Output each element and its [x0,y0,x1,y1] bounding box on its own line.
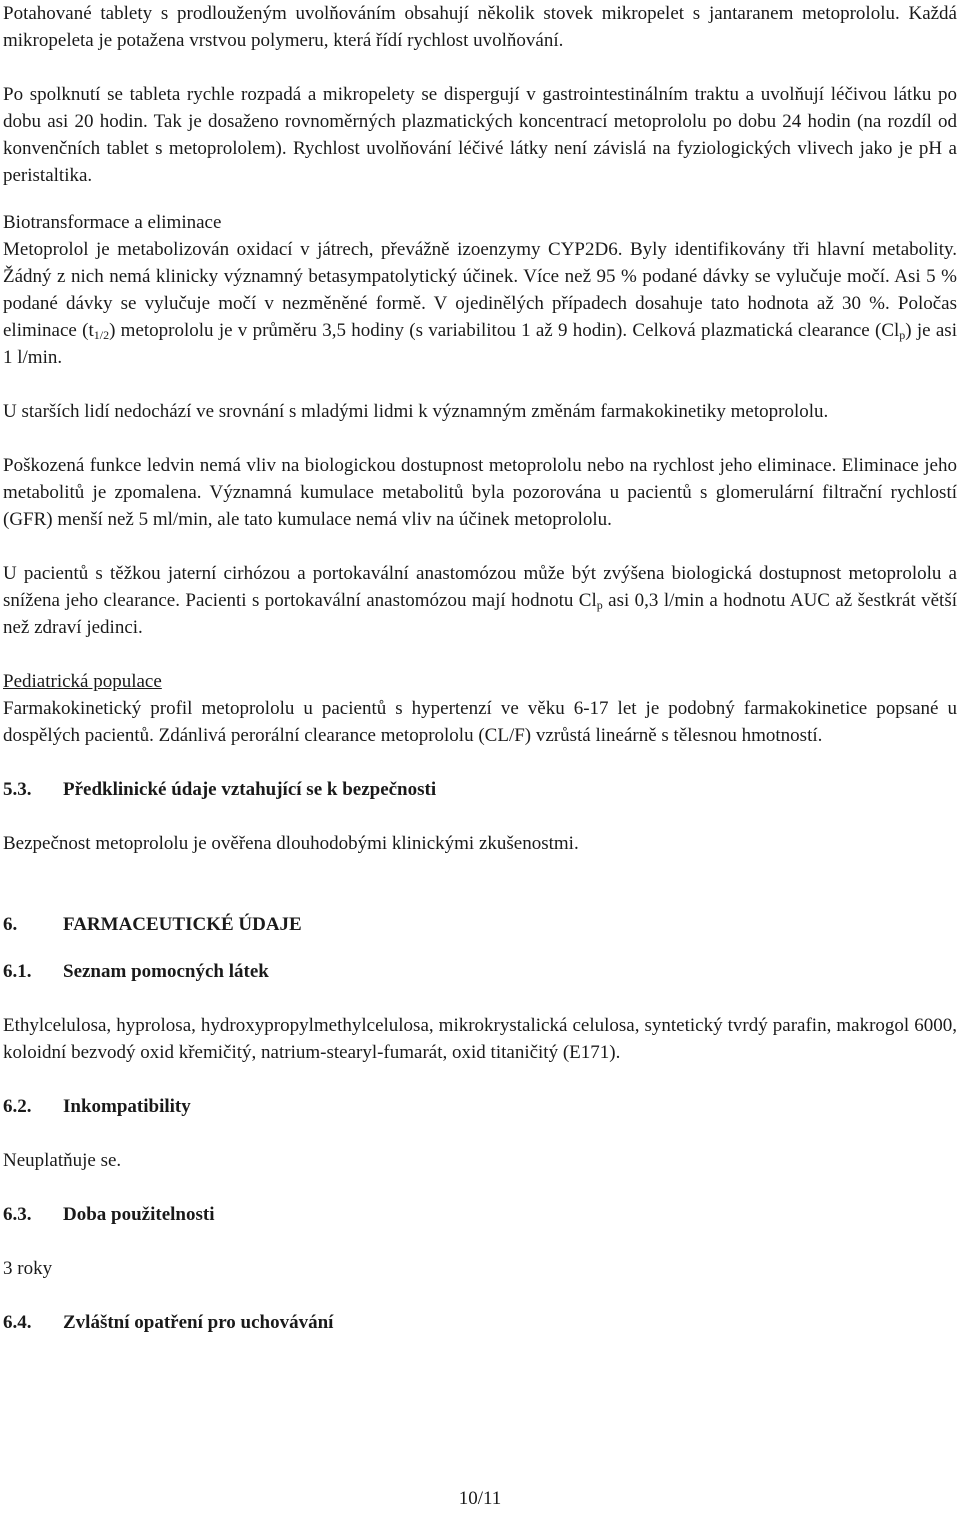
section-number: 6.2. [3,1096,32,1117]
paragraph-hepatic: U pacientů s těžkou jaterní cirhózou a portokavální anastomózou může být zvýšena biologická dostupnost metoprololu a snížena jeho clearance. Pacienti s portokavální anastomózou mají hodnotu $Cl_p$ asi 0,3 l/min a hodnotu AUC až šestkrát větší než zdraví jedinci. [3,563,957,638]
paragraph-preclinical: Bezpečnost metoprololu je ověřena dlouhodobými klinickými zkušenostmi. [3,833,579,854]
section-6-3-heading [3,1201,957,1228]
paragraph-incompatibility: Neuplatňuje se. [3,1150,122,1171]
section-title: FARMACEUTICKÉ ÚDAJE [63,914,302,935]
section-title: Inkompatibility [63,1096,191,1117]
paragraph-absorption: Po spolknutí se tableta rychle rozpadá a mikropelety se dispergují v gastrointestinálním traktu a uvolňují léčivou látku po dobu asi 20 hodin. Tak je dosaženo rovnoměrných plazmatických koncentrací metoprololu po dobu 24 hodin (na rozdíl od konvenčních tablet s metoprololem). Rychlost uvolňování léčivé látky není závislá na fyziologických vlivech jako je pH a peristaltika. [3,84,957,186]
paragraph-pediatric: Farmakokinetický profil metoprololu u pacientů s hypertenzí ve věku 6-17 let je podobný farmakokinetice popsané u dospělých pacientů. Zdánlivá perorální clearance metoprololu (CL/F) vzrůstá lineárně s tělesnou hmotností. [3,698,957,746]
paragraph-tablet-description: Potahované tablety s prodlouženým uvolňováním obsahují několik stovek mikropelet s jantaranem metoprololu. Každá mikropeleta je potažena vrstvou polymeru, která řídí rychlost uvolňování. [3,3,957,51]
section-number: 6.3. [3,1204,32,1225]
section-6-heading [3,911,957,938]
section-title: Předklinické údaje vztahující se k bezpečnosti [63,779,437,800]
section-number: 6.4. [3,1312,32,1333]
document-page [3,0,957,1336]
section-5-3-heading [3,776,957,803]
section-6-2-heading [3,1093,957,1120]
section-6-1-heading [3,958,957,985]
section-number: 6. [3,914,18,935]
paragraph-excipients: Ethylcelulosa, hyprolosa, hydroxypropylmethylcelulosa, mikrokrystalická celulosa, syntetický tvrdý parafin, makrogol 6000, koloidní bezvodý oxid křemičitý, natrium-stearyl-fumarát, oxid titaničitý (E171). [3,1015,957,1063]
paragraph-biotransformation: Metoprolol je metabolizován oxidací v játrech, převážně izoenzymy CYP2D6. Byly identifikovány tři hlavní metabolity. Žádný z nich nemá klinicky významný betasympatolytický účinek. Více než 95 % podané dávky se vylučuje močí. Asi 5 % podané dávky se vylučuje močí v nezměněné formě. V ojedinělých případech dosahuje tato hodnota až 30 %. Poločas eliminace $(t_{1/2})$ metoprololu je v průměru 3,5 hodiny (s variabilitou 1 až 9 hodin). Celková plazmatická clearance $(Cl_p)$ je asi 1 l/min. [3,239,957,368]
section-title: Seznam pomocných látek [63,961,269,982]
pediatric-heading: Pediatrická populace [3,671,162,692]
paragraph-renal: Poškozená funkce ledvin nemá vliv na biologickou dostupnost metoprololu nebo na rychlost jeho eliminace. Eliminace jeho metabolitů je zpomalena. Významná kumulace metabolitů byla pozorována u pacientů s glomerulární filtrační rychlostí (GFR) menší než 5 ml/min, ale tato kumulace nemá vliv na účinek metoprololu. [3,455,957,530]
section-6-4-heading [3,1309,957,1336]
paragraph-elderly: U starších lidí nedochází ve srovnání s mladými lidmi k významným změnám farmakokinetiky metoprololu. [3,401,829,422]
section-title: Zvláštní opatření pro uchovávání [63,1312,334,1333]
page-number: 10/11 [458,1488,502,1509]
section-number: 5.3. [3,779,32,800]
section-number: 6.1. [3,961,32,982]
biotransformation-heading: Biotransformace a eliminace [3,212,222,233]
paragraph-shelf-life: 3 roky [3,1258,53,1279]
section-title: Doba použitelnosti [63,1204,215,1225]
